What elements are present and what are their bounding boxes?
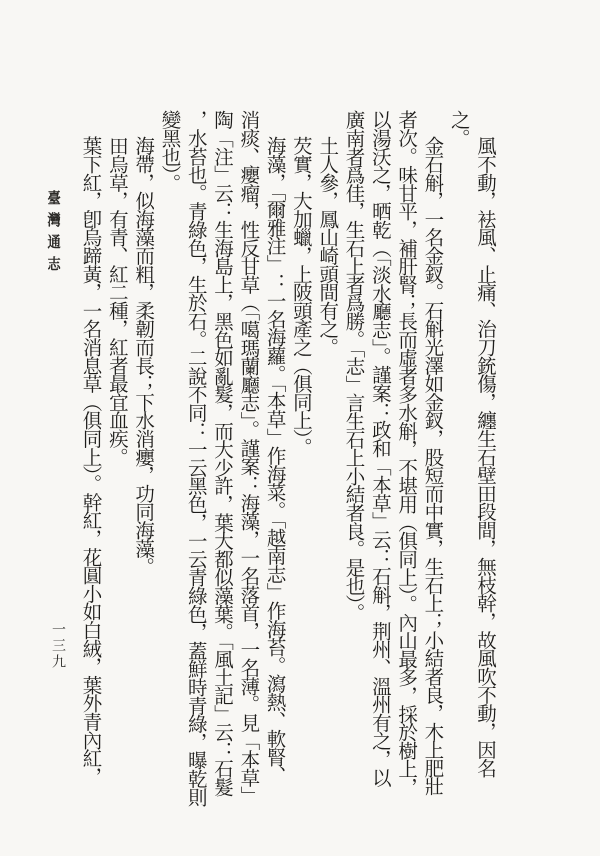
- text-column-10: 消痰、癭瘤，性反甘草（「噶瑪蘭廳志」。謹案：海藻，一名落首，一名薄。見「本草」: [237, 110, 259, 805]
- text-column-12: ，水苔也。青綠色，生於石。二說不同：一云黑色，一云青綠色，蓋鮮時青綠，曝乾則: [184, 110, 206, 806]
- text-column-16: 葉下紅，卽烏蹄黃，一名消息草（俱同上）。幹紅，花圓小如白絨，葉外青內紅，: [79, 136, 101, 786]
- text-column-9: 海藻，「爾雅注」：一名海蘿。「本草」作海菜。「越南志」作海苔。瀉熱、軟腎、: [263, 136, 285, 784]
- text-column-5: 以湯沃之，晒乾（「淡水廳志」。謹案：政和「本草」云：石斛，荆州、溫州有之，以: [368, 110, 390, 786]
- margin-book-title: 臺灣通志: [45, 190, 60, 278]
- page-number: 一三九: [50, 622, 65, 670]
- text-column-15: 田烏草，有青、紅二種，紅者最宜血疾。: [105, 136, 127, 466]
- text-column-8: 芡實，大加蠟，上陂頭產之（俱同上）。: [289, 136, 311, 456]
- text-column-13: 變黑也）。: [158, 110, 180, 192]
- text-block: [76, 110, 497, 805]
- text-column-11: 陶「注」云：生海島上，黑色如亂髮，而大少許，葉大都似藻葉。「風土記」云：石髮: [211, 110, 233, 796]
- text-column-7: 土人參，鳳山崎頭間有之。: [316, 136, 338, 356]
- text-column-4: 者次。味甘平，補肝腎；長而虛者多水斛，不堪用（俱同上）。內山最多，採於樹上，: [395, 110, 417, 796]
- text-column-2: 之。: [447, 110, 469, 147]
- text-column-1: 風不動，袪風、止痛、治刀銃傷，纏生石壁田段間，無枝幹，故風吹不動，因名: [474, 136, 495, 777]
- text-column-6: 廣南者爲佳，生石上者爲勝。「志」言生石上小結者良。是也）。: [342, 110, 364, 622]
- text-column-3: 金石斛，一名金釵。石斛光澤如金釵，股短而中實，生石上；小結者良，木上肥壯: [421, 136, 443, 795]
- text-column-14: 海帶，似海藻而粗，柔韌而長；下水消癭，功同海藻。: [132, 136, 154, 576]
